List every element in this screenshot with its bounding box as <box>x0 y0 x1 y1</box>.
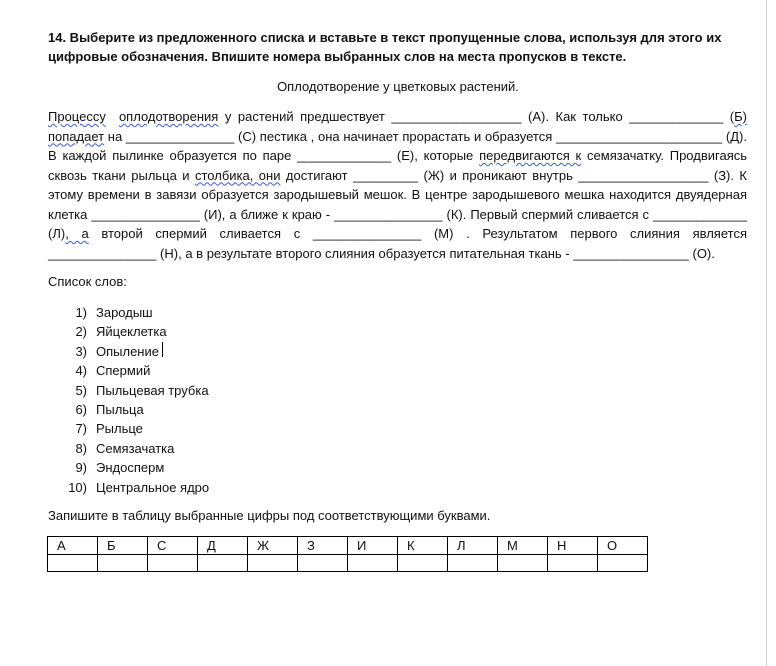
list-item-number: 6) <box>75 401 87 417</box>
list-item-word: Рыльце <box>96 421 143 437</box>
list-item-word: Пыльцевая трубка <box>96 382 209 398</box>
list-item <box>48 478 209 497</box>
list-item <box>48 458 209 477</box>
answer-table-input-row <box>48 555 648 572</box>
header-cell: И <box>348 537 398 555</box>
answer-cell[interactable] <box>248 555 298 572</box>
list-item-number: 9) <box>75 460 87 476</box>
text-fragment: оплодотворения <box>118 109 219 124</box>
text-fragment: Б) <box>734 109 747 124</box>
word-list-title: Список слов: <box>48 274 127 289</box>
list-item-number: 7) <box>75 421 87 437</box>
list-item <box>48 322 209 341</box>
answer-cell[interactable] <box>198 555 248 572</box>
list-item-word: Пыльца <box>96 401 144 417</box>
header-cell: Д <box>198 537 248 555</box>
header-cell: О <box>598 537 648 555</box>
text-fragment: столбика, они <box>195 167 281 183</box>
list-item-word: Опыление <box>96 343 159 359</box>
list-item-word: Семязачатка <box>96 440 175 456</box>
answer-cell[interactable] <box>348 555 398 572</box>
text-fragment: Процессу <box>48 109 106 124</box>
text-title: Оплодотворение у цветковых растений. <box>277 79 519 94</box>
text-fragment: на _______________ (С) пестика , она начинает прорастать и образуется _______________________ (Д). В каждой пылинке образуется по паре _____________ (Е), которые <box>48 128 747 163</box>
answer-cell[interactable] <box>398 555 448 572</box>
list-item <box>48 400 209 419</box>
list-item-number: 8) <box>75 440 87 456</box>
header-cell: Б <box>98 537 148 555</box>
header-cell: С <box>148 537 198 555</box>
text-fragment: , а <box>65 226 89 241</box>
answer-table <box>47 536 648 572</box>
answer-cell[interactable] <box>598 555 648 572</box>
word-list <box>48 303 209 497</box>
answer-cell[interactable] <box>498 555 548 572</box>
table-instruction: Запишите в таблицу выбранные цифры под соответствующими буквами. <box>48 508 491 523</box>
list-item-word: Яйцеклетка <box>96 324 167 340</box>
list-item-number: 10) <box>68 479 87 495</box>
task-heading: 14. Выберите из предложенного списка и вставьте в текст пропущенные слова, используя для этого их цифровые обозначения. Впишите номера выбранных слов на места пропусков в тексте. <box>48 30 722 64</box>
answer-cell[interactable] <box>298 555 348 572</box>
header-cell: З <box>298 537 348 555</box>
list-item-word: Центральное ядро <box>96 479 210 495</box>
answer-cell[interactable] <box>548 555 598 572</box>
list-item-number: 5) <box>75 382 87 398</box>
text-fragment: у растений предшествует __________________ (А). Как только _____________ ( <box>218 109 735 124</box>
list-item <box>48 439 209 458</box>
answer-cell[interactable] <box>148 555 198 572</box>
header-cell: К <box>398 537 448 555</box>
text-fragment: семязачатку. Продвигаясь сквозь ткани рыльца и <box>48 148 748 183</box>
list-item-word: Зародыш <box>96 305 153 320</box>
list-item <box>48 381 209 400</box>
answer-cell[interactable] <box>98 555 148 572</box>
text-cursor <box>162 342 163 357</box>
answer-cell[interactable] <box>48 555 98 572</box>
list-item-number: 1) <box>75 305 87 320</box>
header-cell: М <box>498 537 548 555</box>
list-item-word: Эндосперм <box>96 460 165 476</box>
list-item-number: 3) <box>75 343 87 359</box>
text-fragment: достигают _________ (Ж) и проникают внутрь __________________ (З). К этому времени в завязи образуется зародышевый мешок. В центре зародышевого мешка находится двуядерная клетка _______________ (И), а ближе к краю - _______________ (К). Первый спермий сливается с _____________ (Л) <box>48 167 748 241</box>
header-cell: А <box>48 537 98 555</box>
list-item-word: Спермий <box>96 363 151 379</box>
header-cell: Ж <box>248 537 298 555</box>
list-item-number: 2) <box>75 324 87 340</box>
answer-table-header-row <box>48 537 648 555</box>
list-item <box>48 361 209 380</box>
answer-cell[interactable] <box>448 555 498 572</box>
text-fragment: второй спермий сливается с _______________ (М) . Результатом первого слияния является _______________ (Н), а в результате второго слияния образуется питательная ткань - ________________ (О). <box>48 226 747 261</box>
list-item <box>48 419 209 438</box>
header-cell: Н <box>548 537 598 555</box>
header-cell: Л <box>448 537 498 555</box>
list-item <box>48 303 209 322</box>
list-item <box>48 342 209 361</box>
text-fragment: передвигаются к <box>479 148 582 163</box>
list-item-number: 4) <box>75 363 87 379</box>
text-fragment: попадает <box>48 128 105 144</box>
gap-fill-text <box>48 107 747 263</box>
